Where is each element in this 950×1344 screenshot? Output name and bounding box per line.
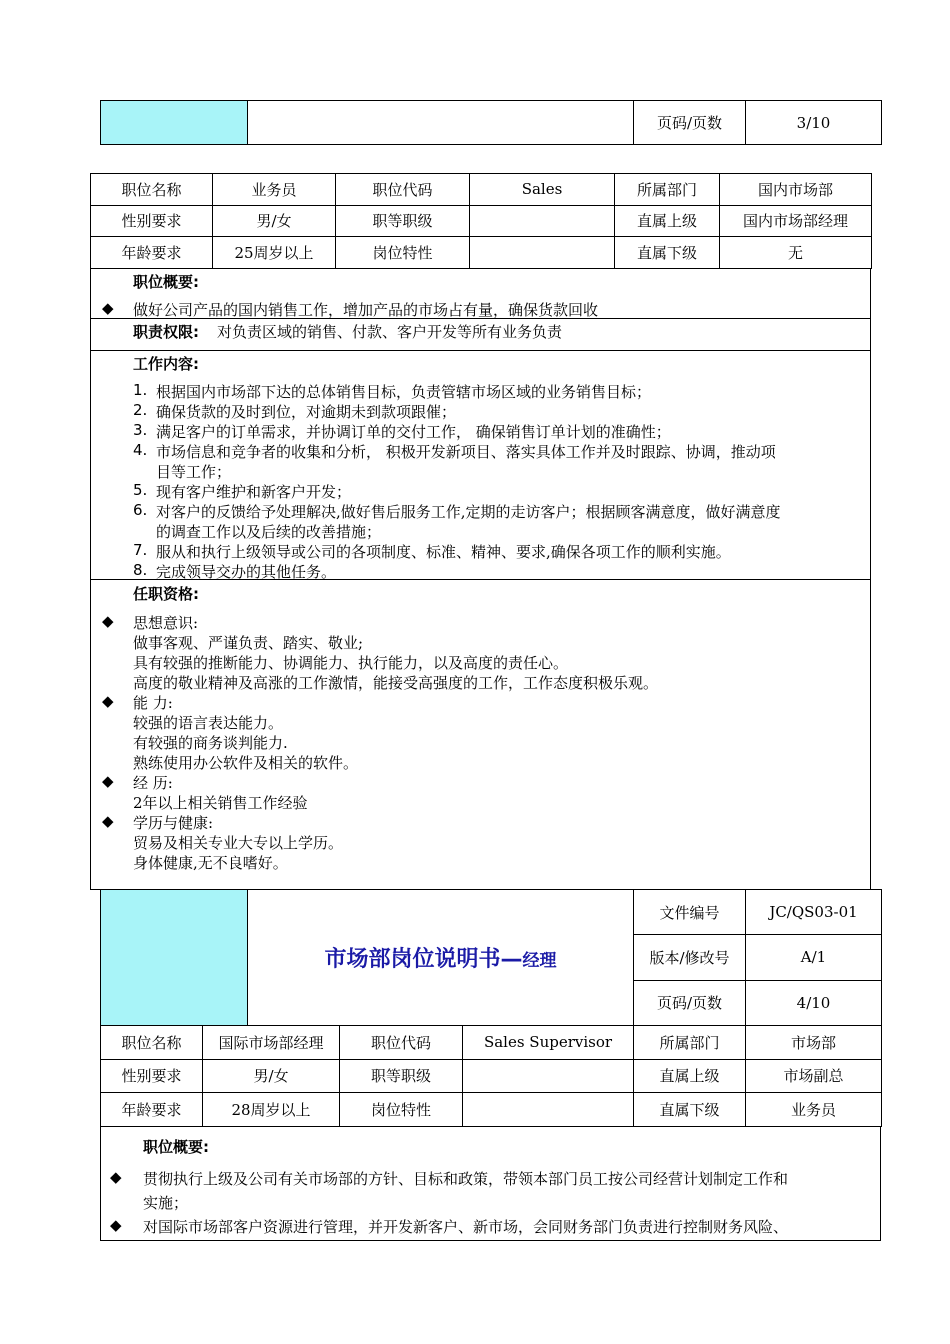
cell: [463, 1093, 634, 1127]
table-row: [91, 174, 872, 206]
cell: Sales: [470, 174, 615, 206]
work-item-text: 目等工作；: [156, 463, 232, 481]
qualification-line: 有较强的商务谈判能力.: [133, 734, 288, 752]
work-item-text: 根据国内市场部下达的总体销售目标，负责管辖市场区域的业务销售目标；: [156, 383, 652, 401]
job-info-table-1: [90, 173, 872, 269]
table-row: [91, 205, 872, 237]
table-row: [101, 1026, 882, 1060]
work-item-text: 服从和执行上级领导或公司的各项制度、标准、精神、要求,确保各项工作的顺利实施。: [156, 543, 731, 561]
job-info-table-2: [100, 1025, 882, 1127]
diamond-bullet-icon: ◆: [102, 812, 114, 830]
cell: 年龄要求: [101, 1093, 203, 1127]
overview2-heading: 职位概要:: [143, 1138, 209, 1156]
cell: 国内市场部经理: [720, 205, 872, 237]
work-item-text: 对客户的反馈给予处理解决,做好售后服务工作,定期的走访客户；根据顾客满意度，做好满意度: [156, 503, 781, 521]
cell: 男/女: [213, 205, 336, 237]
cell: 所属部门: [634, 1026, 746, 1060]
cell: 无: [720, 237, 872, 269]
page-label: 页码/页数: [634, 980, 746, 1025]
table-row: [101, 1093, 882, 1127]
cell: 市场部: [746, 1026, 882, 1060]
cell: 国际市场部经理: [203, 1026, 340, 1060]
work-item-number: 4.: [133, 441, 148, 459]
work-item-number: 2.: [133, 401, 148, 419]
top-header-table: [100, 100, 882, 145]
work-item-number: 5.: [133, 481, 148, 499]
work-item-text: 满足客户的订单需求，并协调订单的交付工作， 确保销售订单计划的准确性；: [156, 423, 671, 441]
table-row: [91, 237, 872, 269]
document-title: [248, 890, 634, 1026]
cell: 直属上级: [634, 1059, 746, 1093]
work-item-number: 1.: [133, 381, 148, 399]
cell: 25周岁以上: [213, 237, 336, 269]
page-value: 3/10: [746, 101, 882, 145]
cell: 28周岁以上: [203, 1093, 340, 1127]
qualification-line: 具有较强的推断能力、协调能力、执行能力，以及高度的责任心。: [133, 654, 569, 672]
work-item-number: 3.: [133, 421, 148, 439]
diamond-bullet-icon: ◆: [102, 692, 114, 710]
diamond-bullet-icon: ◆: [110, 1168, 122, 1186]
authority-label: 职责权限:: [133, 323, 199, 341]
cell: 所属部门: [615, 174, 720, 206]
qualification-title: 思想意识:: [133, 614, 199, 632]
header-color-cell: [101, 101, 248, 145]
cell: 直属下级: [615, 237, 720, 269]
cell: [470, 205, 615, 237]
work-heading: 工作内容:: [133, 355, 199, 373]
diamond-bullet-icon: ◆: [110, 1216, 122, 1234]
qualification-line: 贸易及相关专业大专以上学历。: [133, 834, 344, 852]
cell: 职位代码: [336, 174, 470, 206]
cell: 职位名称: [91, 174, 213, 206]
cell: 岗位特性: [340, 1093, 463, 1127]
cell: 性别要求: [101, 1059, 203, 1093]
overview2-bullet-text: 贯彻执行上级及公司有关市场部的方针、目标和政策，带领本部门员工按公司经营计划制定工作和: [143, 1170, 789, 1188]
qualification-line: 高度的敬业精神及高涨的工作激情，能接受高强度的工作，工作态度积极乐观。: [133, 674, 659, 692]
qualification-line: 做事客观、严谨负责、踏实、敬业;: [133, 634, 364, 652]
qualification-line: 身体健康,无不良嗜好。: [133, 854, 288, 872]
qualification-line: 2年以上相关销售工作经验: [133, 794, 308, 812]
cell: 业务员: [746, 1093, 882, 1127]
work-item-number: 8.: [133, 561, 148, 579]
cell: 职位代码: [340, 1026, 463, 1060]
qualification-title: 能 力:: [133, 694, 173, 712]
qualifications-heading: 任职资格:: [133, 585, 199, 603]
doc-number-label: 文件编号: [634, 890, 746, 935]
work-item-number: 6.: [133, 501, 148, 519]
cell: 职位名称: [101, 1026, 203, 1060]
qualification-title: 经 历:: [133, 774, 173, 792]
overview-bullet-text: 做好公司产品的国内销售工作，增加产品的市场占有量，确保货款回收: [133, 301, 599, 319]
work-item-number: 7.: [133, 541, 148, 559]
cell: 业务员: [213, 174, 336, 206]
diamond-bullet-icon: ◆: [102, 299, 114, 317]
cell: [463, 1059, 634, 1093]
page-label: 页码/页数: [634, 101, 746, 145]
qualification-title: 学历与健康:: [133, 814, 214, 832]
cell: 直属下级: [634, 1093, 746, 1127]
overview-heading: 职位概要:: [133, 273, 199, 291]
cell: 男/女: [203, 1059, 340, 1093]
cell: 年龄要求: [91, 237, 213, 269]
document-header-table: [100, 889, 882, 1026]
qualification-line: 熟练使用办公软件及相关的软件。: [133, 754, 359, 772]
diamond-bullet-icon: ◆: [102, 612, 114, 630]
work-item-text: 完成领导交办的其他任务。: [156, 563, 337, 581]
header-color-cell: [101, 890, 248, 1026]
work-item-text: 现有客户维护和新客户开发；: [156, 483, 352, 501]
cell: 直属上级: [615, 205, 720, 237]
work-item-text: 的调查工作以及后续的改善措施；: [156, 523, 382, 541]
cell: 岗位特性: [336, 237, 470, 269]
title-main: 市场部岗位说明书—: [324, 947, 523, 972]
cell: 性别要求: [91, 205, 213, 237]
overview2-bullet-text: 实施；: [143, 1194, 189, 1212]
qualification-line: 较强的语言表达能力。: [133, 714, 284, 732]
title-sub: 经理: [522, 951, 557, 971]
work-item-text: 市场信息和竞争者的收集和分析， 积极开发新项目、落实具体工作并及时跟踪、协调，推动项: [156, 443, 776, 461]
version-value: A/1: [746, 935, 882, 980]
cell: 市场副总: [746, 1059, 882, 1093]
version-label: 版本/修改号: [634, 935, 746, 980]
cell: 职等职级: [340, 1059, 463, 1093]
cell: [470, 237, 615, 269]
diamond-bullet-icon: ◆: [102, 772, 114, 790]
table-row: [101, 1059, 882, 1093]
page-value: 4/10: [746, 980, 882, 1025]
authority-text: 对负责区域的销售、付款、客户开发等所有业务负责: [217, 323, 563, 341]
work-item-text: 确保货款的及时到位，对逾期未到款项跟催；: [156, 403, 457, 421]
cell: 职等职级: [336, 205, 470, 237]
header-blank-cell: [248, 101, 634, 145]
doc-number-value: JC/QS03-01: [746, 890, 882, 935]
divider: [91, 350, 870, 351]
overview2-bullet-text: 对国际市场部客户资源进行管理，并开发新客户、新市场，会同财务部门负责进行控制财务风险、: [143, 1218, 789, 1236]
cell: Sales Supervisor: [463, 1026, 634, 1060]
cell: 国内市场部: [720, 174, 872, 206]
